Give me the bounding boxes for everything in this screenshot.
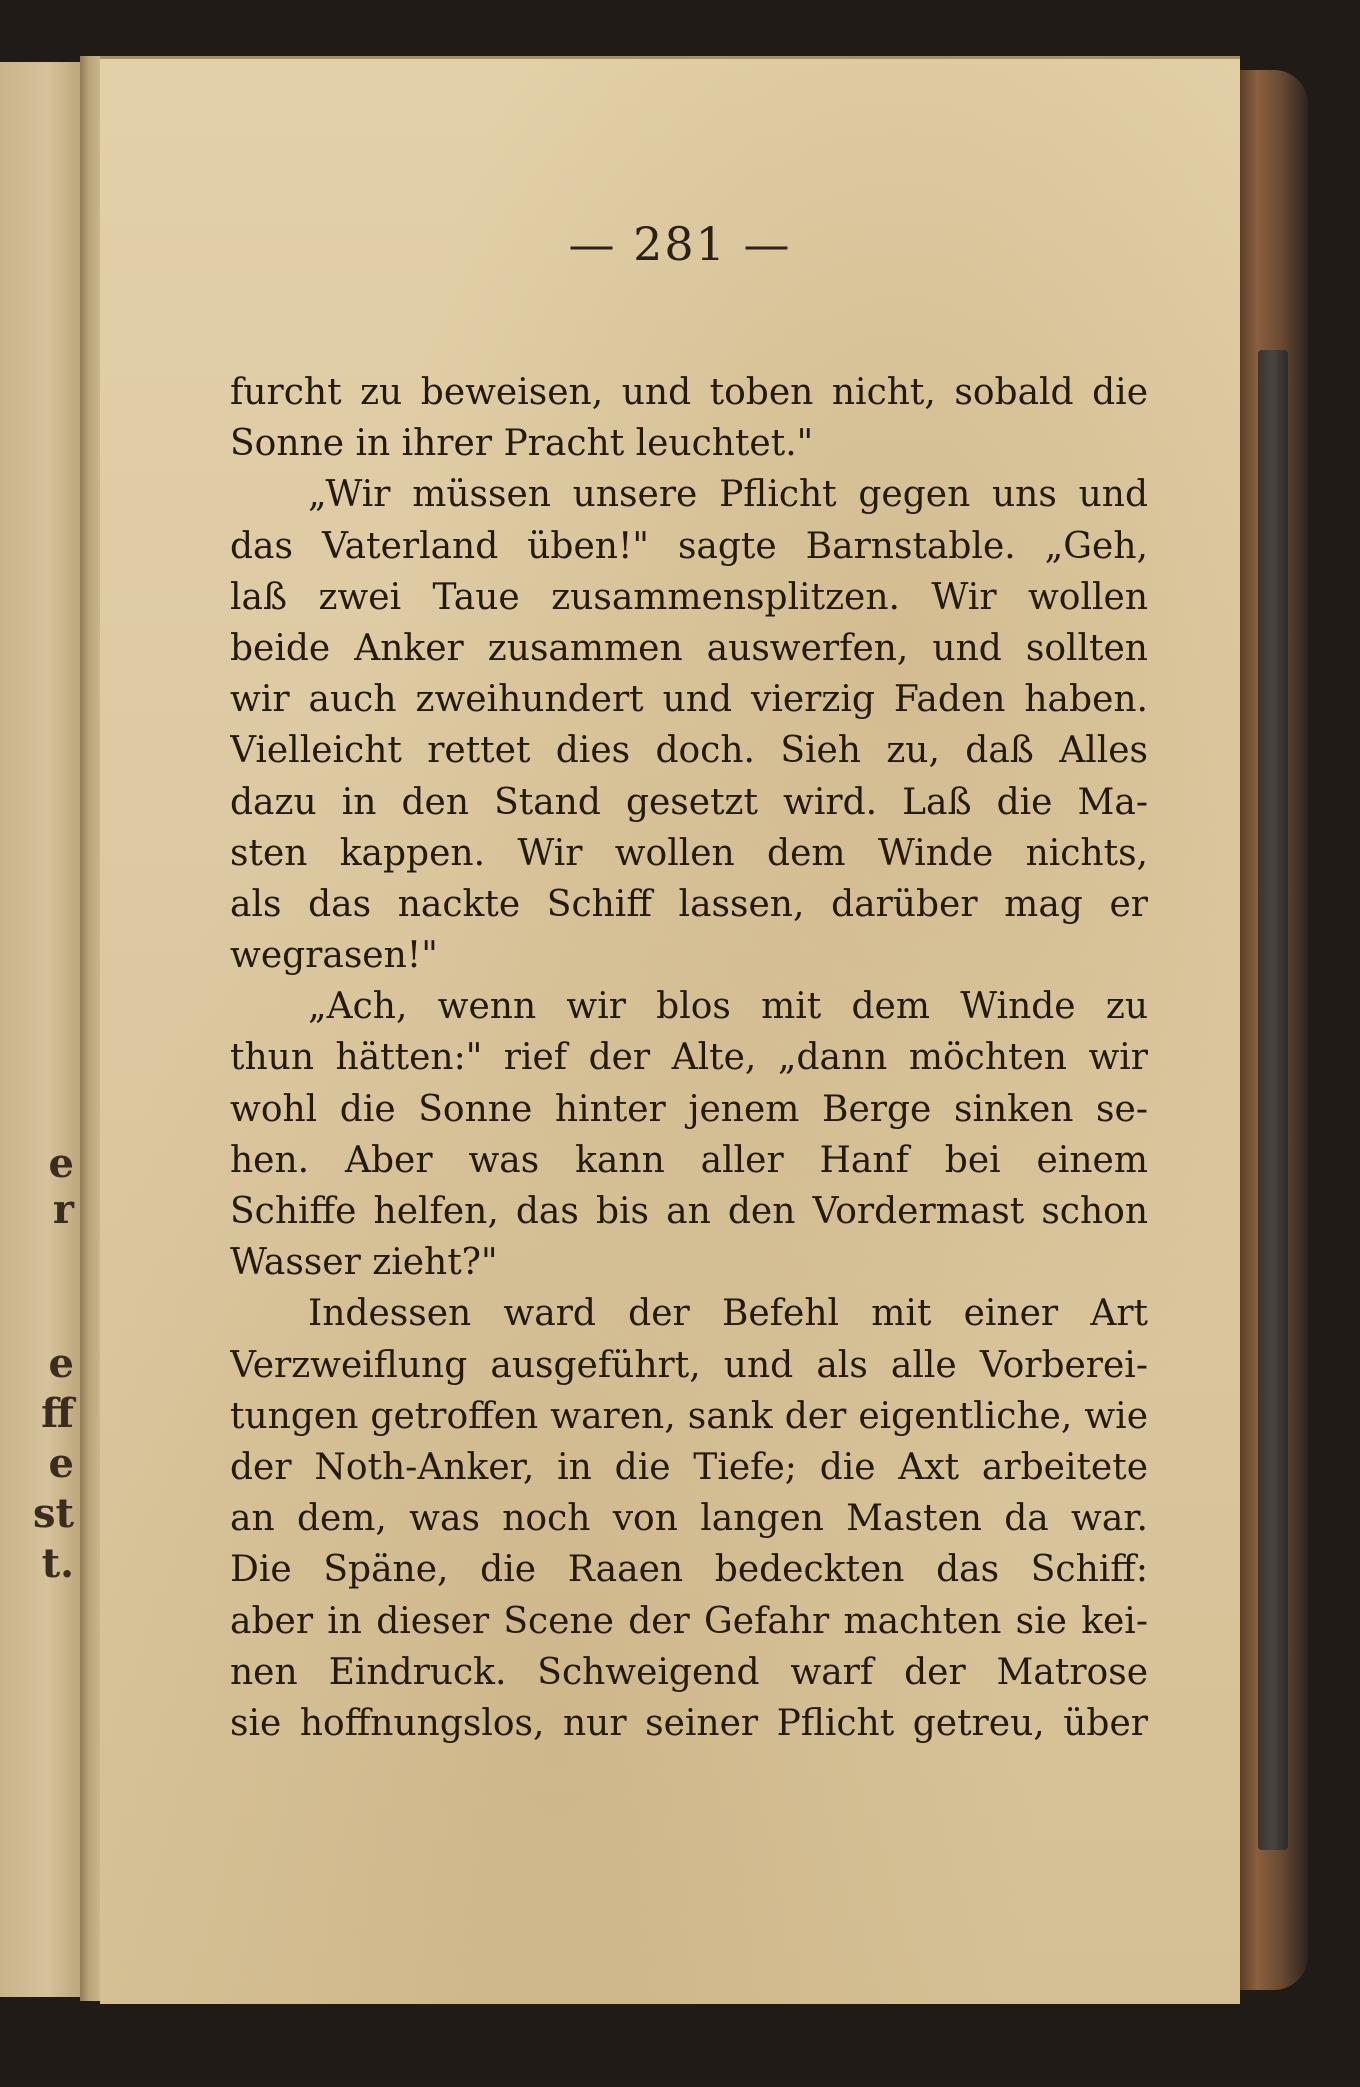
text-line: „Ach, wenn wir blos mit dem Winde zu <box>308 986 1148 1028</box>
page-number: — 281 — <box>568 217 792 271</box>
text-line: Schiffe helfen, das bis an den Vordermast schon <box>230 1191 1148 1232</box>
text-line: der Noth-Anker, in die Tiefe; die Axt arbeitete <box>230 1446 1148 1488</box>
text-line: furcht zu beweisen, und toben nicht, sobald die <box>230 372 1148 413</box>
page-text <box>230 367 1148 1749</box>
text-line: Verzweiflung ausgeführt, und als alle Vorberei- <box>230 1344 1148 1386</box>
text-line: aber in dieser Scene der Gefahr machten sie kei- <box>230 1600 1148 1642</box>
text-line: dazu in den Stand gesetzt wird. Laß die Ma- <box>230 781 1148 823</box>
text-line: das Vaterland üben!" sagte Barnstable. „Geh, <box>230 525 1148 567</box>
facing-page-fragment: e <box>48 1340 74 1387</box>
book-page <box>100 56 1240 2004</box>
text-line: Indessen ward der Befehl mit einer Art <box>308 1293 1148 1335</box>
facing-page-fragment: st <box>33 1490 74 1537</box>
text-line: hen. Aber was kann aller Hanf bei einem <box>230 1139 1148 1181</box>
text-line: Vielleicht rettet dies doch. Sieh zu, daß Alles <box>230 730 1148 772</box>
text-line: Sonne in ihrer Pracht leuchtet." <box>230 423 814 465</box>
text-line: als das nackte Schiff lassen, darüber mag er <box>230 883 1148 925</box>
text-line: „Wir müssen unsere Pflicht gegen uns und <box>308 474 1148 516</box>
text-line: Die Späne, die Raaen bedeckten das Schiff: <box>230 1549 1148 1591</box>
text-line: Wasser zieht?" <box>230 1242 498 1284</box>
facing-page-fragment: r <box>52 1186 74 1233</box>
facing-page-fragment: t. <box>41 1540 74 1587</box>
text-line: an dem, was noch von langen Masten da war. <box>230 1498 1148 1540</box>
book-binding <box>1240 70 1308 1990</box>
text-line: laß zwei Taue zusammensplitzen. Wir wollen <box>230 576 1148 618</box>
book-gutter <box>80 56 102 2001</box>
text-line: thun hätten:" rief der Alte, „dann möchten wir <box>230 1037 1148 1079</box>
text-line: sie hoffnungslos, nur seiner Pflicht getreu, über <box>230 1702 1148 1744</box>
text-line: sten kappen. Wir wollen dem Winde nichts, <box>230 832 1148 874</box>
text-line: tungen getroffen waren, sank der eigentliche, wie <box>230 1395 1148 1437</box>
facing-page-fragment: e <box>48 1140 74 1187</box>
facing-page-fragment: e <box>48 1440 74 1487</box>
text-line: wir auch zweihundert und vierzig Faden haben. <box>230 679 1148 721</box>
text-line: beide Anker zusammen auswerfen, und sollten <box>230 627 1148 669</box>
text-line: wegrasen!" <box>230 935 438 977</box>
text-line: wohl die Sonne hinter jenem Berge sinken se- <box>230 1088 1148 1130</box>
text-line: nen Eindruck. Schweigend warf der Matrose <box>230 1651 1148 1693</box>
facing-page-fragment: ff <box>41 1390 74 1437</box>
facing-page <box>0 62 82 1997</box>
